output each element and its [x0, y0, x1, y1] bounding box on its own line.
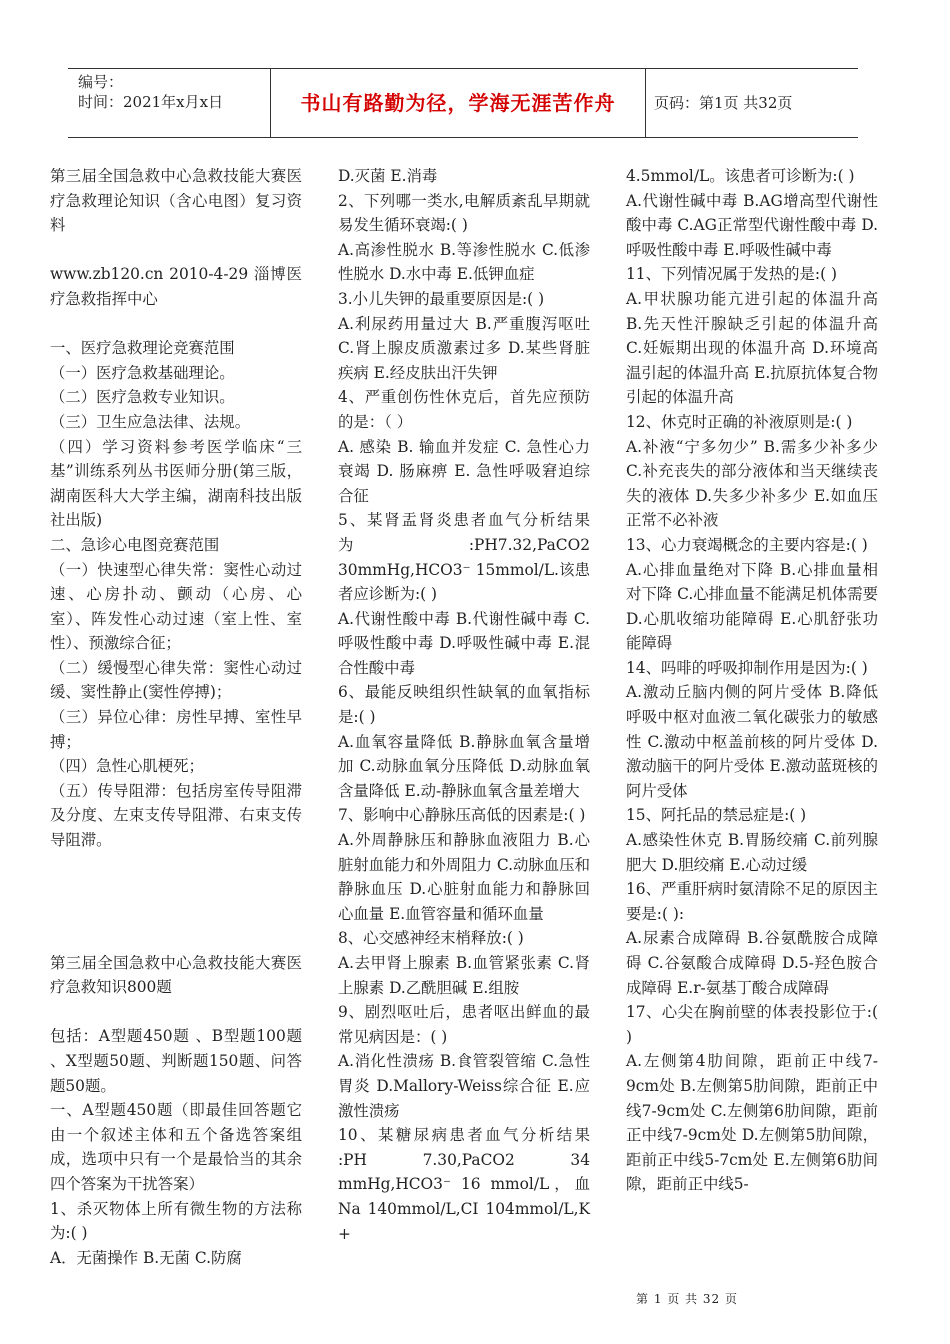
number-label: 编号： [78, 73, 124, 91]
text-line: A.激动丘脑内侧的阿片受体 B.降低呼吸中枢对血液二氧化碳张力的敏感性 C.激动中枢盖前核的阿片受体 D.激动脑干的阿片受体 E.激动蓝斑核的阿片受体 [626, 683, 878, 800]
text-line: A.消化性溃疡 B.食管裂管缩 C.急性胃炎 D.Mallory-Weiss综合征 E.应激性溃疡 [338, 1052, 590, 1120]
text-line: （二）医疗急救专业知识。 [50, 388, 235, 407]
header-page-info: 页码：第1页 共32页 [654, 94, 793, 112]
text-line: （三）异位心律：房性早搏、室性早搏； [50, 708, 302, 751]
text-line: 3.小儿失钾的最重要原因是:( ) [338, 289, 545, 308]
text-line: A.代谢性酸中毒 B.代谢性碱中毒 C.呼吸性酸中毒 D.呼吸性碱中毒 E.混合性酸中毒 [338, 609, 590, 677]
text-line: 10、某糖尿病患者血气分析结果 :PH 7.30,PaCO2 34 mmHg,HCO3⁻ 16 mmol/L，血 Na 140mmol/L,CI 104mmol/L,K + [338, 1126, 590, 1243]
text-line: （一）医疗急救基础理论。 [50, 363, 235, 382]
page-footer: 第 1 页 共 32 页 [636, 1292, 738, 1306]
time-label: 时间：2021年x月x日 [78, 93, 224, 111]
text-line: 7、影响中心静脉压高低的因素是:( ) [338, 806, 586, 825]
doc-title-2: 第三届全国急救中心急救技能大赛医疗急救知识800题 [50, 953, 302, 997]
doc-title-1: 第三届全国急救中心急救技能大赛医疗急救理论知识（含心电图）复习资料 [50, 167, 302, 235]
text-line: 11、下列情况属于发热的是:( ) [626, 265, 837, 284]
page-header [68, 68, 858, 138]
text-line: 4.5mmol/L。该患者可诊断为:( ) [626, 167, 855, 185]
text-line: 1、杀灭物体上所有微生物的方法称为:( ) [50, 1199, 302, 1243]
text-line: A.利尿药用量过大 B.严重腹泻呕吐 C.肾上腺皮质激素过多 D.某些肾脏疾病 E.经皮肤出汗失钾 [338, 314, 590, 382]
header-motto: 书山有路勤为径，学海无涯苦作舟 [270, 69, 646, 137]
text-line: A.补液“宁多勿少” B.需多少补多少 C.补充丧失的部分液体和当天继续丧失的液体 D.失多少补多少 E.如血压正常不必补液 [626, 437, 878, 530]
text-line: 一、A型题450题（即最佳回答题它由一个叙述主体和五个备选答案组成，选项中只有一个是最恰当的其余四个答案为干扰答案） [50, 1101, 302, 1193]
text-line: 16、严重肝病时氨清除不足的原因主要是:( ): [626, 880, 878, 923]
text-line: 15、阿托品的禁忌症是:( ) [626, 806, 807, 825]
text-line: A.外周静脉压和静脉血液阻力 B.心脏射血能力和外周阻力 C.动脉血压和静脉血压 D.心脏射血能力和静脉回心血量 E.血管容量和循环血量 [338, 831, 590, 923]
scope-list [50, 336, 302, 852]
text-line: 4、严重创伤性休克后，首先应预防的是：（ ） [338, 388, 590, 431]
text-line: A.左侧第4肋间隙，距前正中线7-9cm处 B.左侧第5肋间隙，距前正中线7-9cm处 C.左侧第6肋间隙，距前正中线7-9cm处 D.左侧第5肋间隙，距前正中线5-7cm处 E.左侧第6肋间隙，距前正中线5- [626, 1052, 878, 1194]
text-line: （五）传导阻滞：包括房室传导阻滞及分度、左束支传导阻滞、右束支传导阻滞。 [50, 781, 302, 850]
column-3 [626, 164, 878, 1197]
text-line: 6、最能反映组织性缺氧的血氧指标是:( ) [338, 683, 590, 727]
text-line: （二）缓慢型心律失常：窦性心动过缓、窦性静止(窦性停搏)； [50, 658, 302, 702]
text-line: 13、心力衰竭概念的主要内容是:( ) [626, 535, 868, 554]
doc-includes: 包括：A型题450题 、B型题100题 、X型题50题、判断题150题、问答题50题。 [50, 1027, 302, 1095]
header-meta [78, 69, 268, 140]
column-1 [50, 164, 302, 1270]
text-line: （三）卫生应急法律、法规。 [50, 412, 251, 431]
text-line: A.甲状腺功能亢进引起的体温升高 B.先天性汗腺缺乏引起的体温升高 C.妊娠期出现的体温升高 D.环境高温引起的体温升高 E.抗原抗体复合物引起的体温升高 [626, 289, 878, 407]
text-line: 2、下列哪一类水,电解质紊乱早期就易发生循环衰竭:( ) [338, 191, 590, 235]
text-line: 一、医疗急救理论竞赛范围 [50, 339, 235, 358]
text-line: A.尿素合成障碍 B.谷氨酰胺合成障碍 C.谷氨酸合成障碍 D.5-羟色胺合成障碍 E.r-氨基丁酸合成障碍 [626, 929, 878, 997]
text-line: 12、休克时正确的补液原则是:( ) [626, 412, 853, 431]
column-2 [338, 164, 590, 1246]
text-line: A.高渗性脱水 B.等渗性脱水 C.低渗性脱水 D.水中毒 E.低钾血症 [338, 240, 590, 284]
text-line: 9、剧烈呕吐后，患者呕出鲜血的最常见病因是：( ) [338, 1003, 590, 1046]
text-line: A. 感染 B. 输血并发症 C. 急性心力衰竭 D. 肠麻痹 E. 急性呼吸窘迫综合征 [338, 437, 590, 505]
text-line: A.去甲肾上腺素 B.血管紧张素 C.肾上腺素 D.乙酰胆碱 E.组胺 [338, 954, 590, 997]
text-line: 5、某肾盂肾炎患者血气分析结果为:PH7.32,PaCO2 30mmHg,HCO3⁻ 15mmol/L.该患者应诊断为:( ) [338, 511, 590, 604]
text-line: A.感染性休克 B.胃肠绞痛 C.前列腺肥大 D.胆绞痛 E.心动过缓 [626, 831, 878, 874]
text-line: A.心排血量绝对下降 B.心排血量相对下降 C.心排血量不能满足机体需要 D.心肌收缩功能障碍 E.心肌舒张功能障碍 [626, 560, 878, 653]
text-line: 二、急诊心电图竞赛范围 [50, 535, 220, 554]
text-line: 14、吗啡的呼吸抑制作用是因为:( ) [626, 658, 868, 677]
text-line: （四）急性心肌梗死； [50, 757, 204, 776]
text-line: （四）学习资料参考医学临床“三基”训练系列丛书医师分册(第三版，湖南医科大大学主编，湖南科技出版社出版) [50, 437, 302, 530]
text-line: D.灭菌 E.消毒 [338, 167, 438, 185]
text-line: （一）快速型心律失常：窦性心动过速、心房扑动、颤动（心房、心室）、阵发性心动过速（室上性、室性）、预激综合征； [50, 560, 302, 653]
text-line: A.血氧容量降低 B.静脉血氧含量增加 C.动脉血氧分压降低 D.动脉血氧含量降低 E.动-静脉血氧含量差增大 [338, 732, 590, 800]
text-line: A．无菌操作 B.无菌 C.防腐 [50, 1248, 242, 1267]
text-line: 17、心尖在胸前壁的体表投影位于:( ) [626, 1003, 878, 1046]
doc-source: www.zb120.cn 2010-4-29 淄博医疗急救指挥中心 [50, 265, 302, 308]
text-line: A.代谢性碱中毒 B.AG增高型代谢性酸中毒 C.AG正常型代谢性酸中毒 D.呼吸性酸中毒 E.呼吸性碱中毒 [626, 191, 878, 259]
section-a-intro [50, 1098, 302, 1270]
text-line: 8、心交感神经末梢释放:( ) [338, 929, 524, 948]
